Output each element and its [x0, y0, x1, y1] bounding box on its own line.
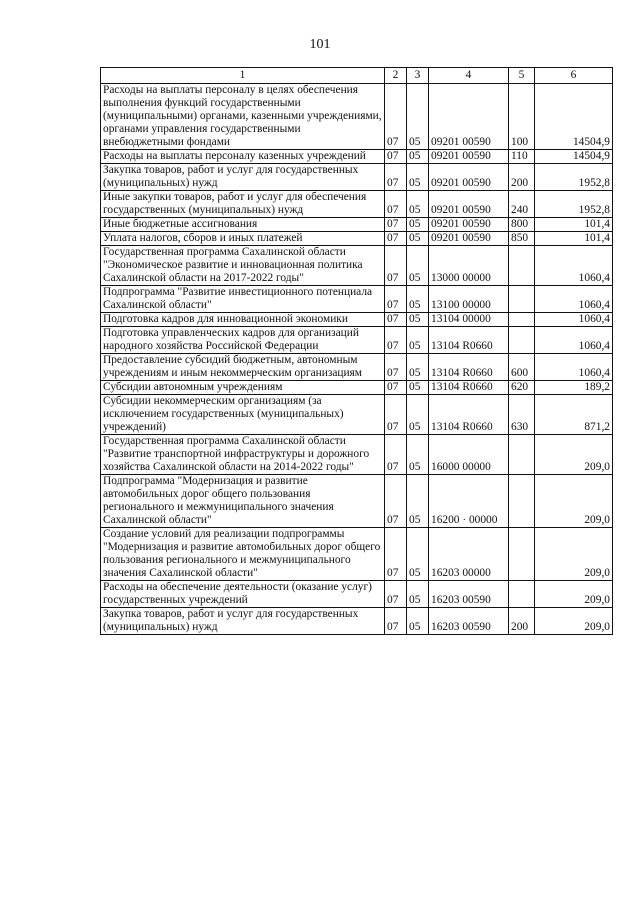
- row-name-cell: Подготовка кадров для инновационной экономики: [101, 313, 385, 327]
- table-row: [101, 313, 613, 327]
- amount-cell: 871,2: [535, 395, 613, 435]
- expense-type-cell: [509, 246, 535, 286]
- table-row: [101, 286, 613, 313]
- row-name-cell: Закупка товаров, работ и услуг для государственных (муниципальных) нужд: [101, 608, 385, 635]
- section-code-cell: 07: [385, 581, 407, 608]
- row-name-cell: Субсидии некоммерческим организациям (за исключением государственных (муниципальных) учреждений): [101, 395, 385, 435]
- target-code-cell: 13000 00000: [429, 246, 509, 286]
- subsection-code-cell: 05: [407, 475, 429, 528]
- row-name-cell: Расходы на выплаты персоналу в целях обеспечения выполнения функций государственными (муниципальными) органами, казенными учреждениями, органами управления государственными внебюджетными фондами: [101, 84, 385, 150]
- subsection-code-cell: 05: [407, 608, 429, 635]
- amount-cell: 209,0: [535, 435, 613, 475]
- budget-table: [100, 67, 613, 635]
- target-code-cell: 09201 00590: [429, 84, 509, 150]
- table-row: [101, 246, 613, 286]
- expense-type-cell: 800: [509, 218, 535, 232]
- subsection-code-cell: 05: [407, 435, 429, 475]
- target-code-cell: 13104 R0660: [429, 381, 509, 395]
- subsection-code-cell: 05: [407, 84, 429, 150]
- header-cell: 5: [509, 68, 535, 84]
- target-code-cell: 09201 00590: [429, 218, 509, 232]
- target-code-cell: 16203 00000: [429, 528, 509, 581]
- amount-cell: 14504,9: [535, 84, 613, 150]
- expense-type-cell: 200: [509, 164, 535, 191]
- table-row: [101, 475, 613, 528]
- expense-type-cell: [509, 475, 535, 528]
- subsection-code-cell: 05: [407, 246, 429, 286]
- expense-type-cell: 100: [509, 84, 535, 150]
- target-code-cell: 09201 00590: [429, 191, 509, 218]
- table-row: [101, 164, 613, 191]
- section-code-cell: 07: [385, 218, 407, 232]
- subsection-code-cell: 05: [407, 581, 429, 608]
- page-number: 101: [309, 37, 331, 52]
- section-code-cell: 07: [385, 435, 407, 475]
- section-code-cell: 07: [385, 354, 407, 381]
- row-name-cell: Подпрограмма "Развитие инвестиционного потенциала Сахалинской области": [101, 286, 385, 313]
- table-row: [101, 191, 613, 218]
- target-code-cell: 16203 00590: [429, 608, 509, 635]
- expense-type-cell: [509, 435, 535, 475]
- expense-type-cell: [509, 327, 535, 354]
- amount-cell: 1060,4: [535, 327, 613, 354]
- amount-cell: 101,4: [535, 218, 613, 232]
- table-row: [101, 528, 613, 581]
- subsection-code-cell: 05: [407, 395, 429, 435]
- subsection-code-cell: 05: [407, 528, 429, 581]
- row-name-cell: Субсидии автономным учреждениям: [101, 381, 385, 395]
- expense-type-cell: 620: [509, 381, 535, 395]
- amount-cell: 101,4: [535, 232, 613, 246]
- section-code-cell: 07: [385, 608, 407, 635]
- row-name-cell: Государственная программа Сахалинской области "Экономическое развитие и инновационная политика Сахалинской области на 2017-2022 годы": [101, 246, 385, 286]
- expense-type-cell: 600: [509, 354, 535, 381]
- row-name-cell: Закупка товаров, работ и услуг для государственных (муниципальных) нужд: [101, 164, 385, 191]
- section-code-cell: 07: [385, 164, 407, 191]
- table-row: [101, 232, 613, 246]
- target-code-cell: 13100 00000: [429, 286, 509, 313]
- target-code-cell: 09201 00590: [429, 150, 509, 164]
- section-code-cell: 07: [385, 327, 407, 354]
- expense-type-cell: [509, 313, 535, 327]
- row-name-cell: Уплата налогов, сборов и иных платежей: [101, 232, 385, 246]
- expense-type-cell: [509, 581, 535, 608]
- section-code-cell: 07: [385, 381, 407, 395]
- amount-cell: 14504,9: [535, 150, 613, 164]
- table-row: [101, 354, 613, 381]
- row-name-cell: Подпрограмма "Модернизация и развитие автомобильных дорог общего пользования регионального и межмуниципального значения Сахалинской области": [101, 475, 385, 528]
- amount-cell: 1060,4: [535, 354, 613, 381]
- subsection-code-cell: 05: [407, 150, 429, 164]
- expense-type-cell: 850: [509, 232, 535, 246]
- section-code-cell: 07: [385, 246, 407, 286]
- row-name-cell: Расходы на обеспечение деятельности (оказание услуг) государственных учреждений: [101, 581, 385, 608]
- expense-type-cell: [509, 286, 535, 313]
- expense-type-cell: 200: [509, 608, 535, 635]
- expense-type-cell: 240: [509, 191, 535, 218]
- expense-type-cell: 110: [509, 150, 535, 164]
- header-cell: 4: [429, 68, 509, 84]
- section-code-cell: 07: [385, 395, 407, 435]
- section-code-cell: 07: [385, 528, 407, 581]
- header-cell: 6: [535, 68, 613, 84]
- row-name-cell: Предоставление субсидий бюджетным, автономным учреждениям и иным некоммерческим организациям: [101, 354, 385, 381]
- target-code-cell: 16000 00000: [429, 435, 509, 475]
- subsection-code-cell: 05: [407, 354, 429, 381]
- subsection-code-cell: 05: [407, 232, 429, 246]
- section-code-cell: 07: [385, 150, 407, 164]
- amount-cell: 1060,4: [535, 246, 613, 286]
- target-code-cell: 13104 R0660: [429, 354, 509, 381]
- header-row: [101, 68, 613, 84]
- section-code-cell: 07: [385, 286, 407, 313]
- amount-cell: 1952,8: [535, 191, 613, 218]
- table-row: [101, 381, 613, 395]
- amount-cell: 1060,4: [535, 286, 613, 313]
- table-row: [101, 435, 613, 475]
- header-cell: 3: [407, 68, 429, 84]
- subsection-code-cell: 05: [407, 164, 429, 191]
- amount-cell: 209,0: [535, 475, 613, 528]
- table-row: [101, 218, 613, 232]
- subsection-code-cell: 05: [407, 381, 429, 395]
- amount-cell: 1952,8: [535, 164, 613, 191]
- table-row: [101, 395, 613, 435]
- section-code-cell: 07: [385, 232, 407, 246]
- target-code-cell: 16200 · 00000: [429, 475, 509, 528]
- target-code-cell: 13104 R0660: [429, 395, 509, 435]
- row-name-cell: Иные закупки товаров, работ и услуг для обеспечения государственных (муниципальных) нужд: [101, 191, 385, 218]
- row-name-cell: Расходы на выплаты персоналу казенных учреждений: [101, 150, 385, 164]
- amount-cell: 209,0: [535, 608, 613, 635]
- target-code-cell: 13104 R0660: [429, 327, 509, 354]
- table-row: [101, 581, 613, 608]
- row-name-cell: Подготовка управленческих кадров для организаций народного хозяйства Российской Федерации: [101, 327, 385, 354]
- expense-type-cell: 630: [509, 395, 535, 435]
- header-cell: 1: [101, 68, 385, 84]
- subsection-code-cell: 05: [407, 313, 429, 327]
- amount-cell: 1060,4: [535, 313, 613, 327]
- target-code-cell: 16203 00590: [429, 581, 509, 608]
- section-code-cell: 07: [385, 313, 407, 327]
- target-code-cell: 09201 00590: [429, 164, 509, 191]
- subsection-code-cell: 05: [407, 191, 429, 218]
- expense-type-cell: [509, 528, 535, 581]
- row-name-cell: Иные бюджетные ассигнования: [101, 218, 385, 232]
- header-cell: 2: [385, 68, 407, 84]
- section-code-cell: 07: [385, 191, 407, 218]
- amount-cell: 209,0: [535, 528, 613, 581]
- subsection-code-cell: 05: [407, 286, 429, 313]
- table-row: [101, 608, 613, 635]
- target-code-cell: 13104 00000: [429, 313, 509, 327]
- amount-cell: 209,0: [535, 581, 613, 608]
- subsection-code-cell: 05: [407, 327, 429, 354]
- amount-cell: 189,2: [535, 381, 613, 395]
- target-code-cell: 09201 00590: [429, 232, 509, 246]
- subsection-code-cell: 05: [407, 218, 429, 232]
- table-row: [101, 150, 613, 164]
- table-row: [101, 327, 613, 354]
- section-code-cell: 07: [385, 475, 407, 528]
- table-row: [101, 84, 613, 150]
- row-name-cell: Создание условий для реализации подпрограммы "Модернизация и развитие автомобильных дорог общего пользования регионального и межмуниципального значения Сахалинской области": [101, 528, 385, 581]
- row-name-cell: Государственная программа Сахалинской области "Развитие транспортной инфраструктуры и дорожного хозяйства Сахалинской области на 2014-2022 годы": [101, 435, 385, 475]
- section-code-cell: 07: [385, 84, 407, 150]
